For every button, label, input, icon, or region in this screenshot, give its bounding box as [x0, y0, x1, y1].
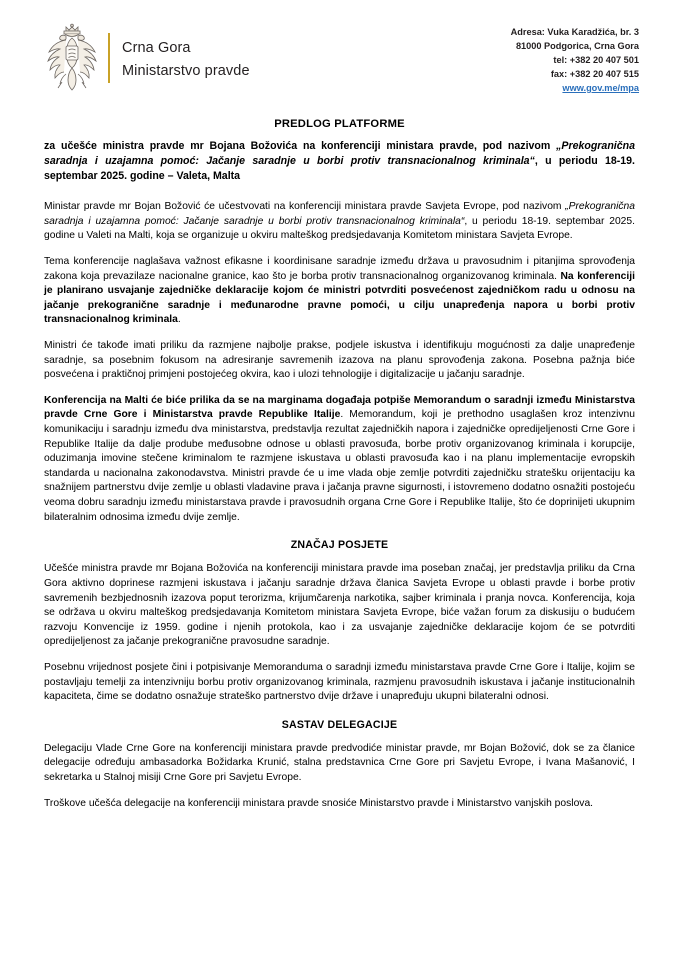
- letterhead: [40, 22, 639, 100]
- website-link[interactable]: www.gov.me/mpa: [562, 82, 639, 93]
- paragraph-intro: [44, 200, 635, 244]
- paragraph-memorandum: [44, 394, 635, 525]
- address-tel: tel: +382 20 407 501: [553, 54, 639, 65]
- ministry-branding: [40, 22, 250, 94]
- address-city: 81000 Podgorica, Crna Gora: [515, 40, 639, 51]
- subtitle-part-2: , u periodu 18-19. septembar 2025. godine – Valeta, Malta: [44, 155, 635, 183]
- paragraph-tema: [44, 255, 635, 328]
- intro-part-1: Ministar pravde mr Bojan Božović će učestvovati na konferenciji ministara pravde Savjeta Evrope, pod nazivom: [44, 201, 566, 213]
- subtitle-part-1: za učešće ministra pravde mr Bojana Božovića na konferenciji ministara pravde, pod nazivom: [44, 140, 557, 152]
- contact-address-block: [511, 22, 639, 96]
- page-title: PREDLOG PLATFORME: [274, 118, 405, 130]
- delegacija-paragraph-2: Troškove učešća delegacije na konferenciji ministara pravde snosiće Ministarstvo pravde i Ministarstvo vanjskih poslova.: [44, 797, 594, 809]
- znacaj-paragraph-2: Posebnu vrijednost posjete čini i potpisivanje Memoranduma o saradnji između ministarstava pravde Crne Gore i Italije, kojim se postavljaju temelji za intenzivniju borbu protiv organizovanog kriminala, razmjenu pravosudnih iskustava i jačanje institucionalnih kapaciteta, čime se dodatno osnažuje strateško partnerstvo dvije države i unapređuju ukupni bilateralni odnosi.: [44, 661, 635, 703]
- section-heading-delegacija: SASTAV DELEGACIJE: [281, 718, 398, 731]
- memorandum-bold-lead: Konferencija na Malti će biće prilika da se na marginama događaja potpiše Memorandum o saradnji između Ministarstva pravde Crne Gore i Ministarstva pravde Republike Italije: [44, 394, 635, 421]
- ministry-name: Ministarstvo pravde: [122, 62, 250, 79]
- memorandum-rest: . Memorandum, koji je prethodno usaglašen kroz intenzivnu komunikaciju i saradnju između dva ministarstva, predstavlja rezultat zajedničkih napora i zajedničke opredijeljenosti Crne Gore i Republike Italije da dalje prodube međusobne odnose u oblasti pravosuđa, borbe protiv organizovanog kriminala i korupcije, oduzimanja imovine stečene kriminalom te razmjene iskustava u oblasti pravosuđa kao i na planu implementacije evropskih standarda u nacionalna zakonodavstva. Ministri pravde će u ime vlada obje zemlje potvrditi zajedničku stratešku orijentaciju ka snažnijem partnerstvu dvije zemlje u oblasti vladavine prava i jačanja pravne sigurnosti, i istovremeno dodatno osnažiti postojeću veoma dobru saradnju između ministarstava pravde i pravosudnih organa Crne Gore i Republike Italije, što će doprinijeti ukupnim bilateralnim odnosima između dvije zemlje.: [44, 409, 635, 523]
- section-heading-znacaj: ZNAČAJ POSJETE: [290, 539, 389, 552]
- country-name: Crna Gora: [122, 40, 191, 57]
- tema-bold-declaration: Na konferenciji je planirano usvajanje zajedničke deklaracije kojom će ministri potvrditi posvećenost zajedničkom radu u odnosu na jačanje prekogranične saradnje i međunarodne pravne pomoći, u cilju unapređenja napora u borbi protiv transnacionalnog kriminala: [44, 270, 635, 326]
- address-street: Adresa: Vuka Karadžića, br. 3: [510, 27, 639, 37]
- document-subtitle: [44, 139, 635, 184]
- intro-part-2: , u periodu 18-19. septembar 2025. godine u Valeti na Malti, koja se organizuje u okviru malteškog predsjedavanja Komitetom ministara Savjeta Evrope.: [44, 215, 635, 242]
- paragraph-ministri: Ministri će takođe imati priliku da razmjene najbolje prakse, podjele iskustva i identifikuju mogućnosti za dalje unapređenje saradnje, sa posebnim fokusom na adresiranje savremenih izazova na planu sprovođenja zakona. Posebna pažnja biće posvećena i praktičnoj primjeni postojećeg okvira, kao i ulozi tehnologije i digitalizacije u jačanju saradnje.: [44, 339, 635, 381]
- znacaj-paragraph-1: Učešće ministra pravde mr Bojana Božovića na konferenciji ministara pravde ima poseban značaj, jer predstavlja priliku da Crna Gora aktivno doprinese razmjeni iskustava i jačanju saradnje država članica Savjeta Evrope u oblasti pravde i borbe protiv savremenih bezbjednosnih izazova poput terorizma, krijumčarenja narkotika, sajber kriminala i pranja novca. Konferencija, koja se održava u okviru malteškog predsjedavanja Komitetom ministara Savjeta Evrope, biće važan forum za diskusiju o budućem razvoju Konvencije iz 1959. godine i njenih protokola, kao i za usvajanje zajedničke deklaracije kojom će se potvrditi opredijeljenost za jačanje prekogranične pravosudne saradnje.: [44, 563, 635, 648]
- intro-conference-name: „Prekogranična saradnja i uzajamna pomoć: Jačanje saradnje u borbi protiv transnacionalnog kriminala“: [44, 201, 635, 227]
- delegacija-paragraph-1: Delegaciju Vlade Crne Gore na konferenciji ministara pravde predvodiće ministar pravde, mr Bojan Božović, dok se za članice delegacije određuju ambasadorka Božidarka Krunić, stalna predstavnica Crne Gore pri Savjetu Evrope, i Ivana Mašanović, I sekretarka u Stalnoj misiji Crne Gore pri Savjetu Evrope.: [44, 742, 635, 783]
- ministry-name-block: [122, 37, 250, 78]
- address-fax: fax: +382 20 407 515: [550, 68, 639, 79]
- document-body: [40, 118, 639, 811]
- tema-part-2: .: [177, 314, 181, 326]
- tema-part-1: Tema konferencije naglašava važnost efikasne i koordinisane saradnje između država u pravosudnim i pitanjima sprovođenja zakona koja prevazilaze nacionalne granice, kao što je borba protiv transnacionalnog organizovanog kriminala.: [44, 255, 635, 282]
- montenegro-coat-of-arms-icon: [40, 22, 104, 94]
- brand-divider: [108, 33, 110, 83]
- subtitle-conference-name: „Prekogranična saradnja i uzajamna pomoć: Jačanje saradnje u borbi protiv transnacionalnog kriminala“: [44, 140, 635, 168]
